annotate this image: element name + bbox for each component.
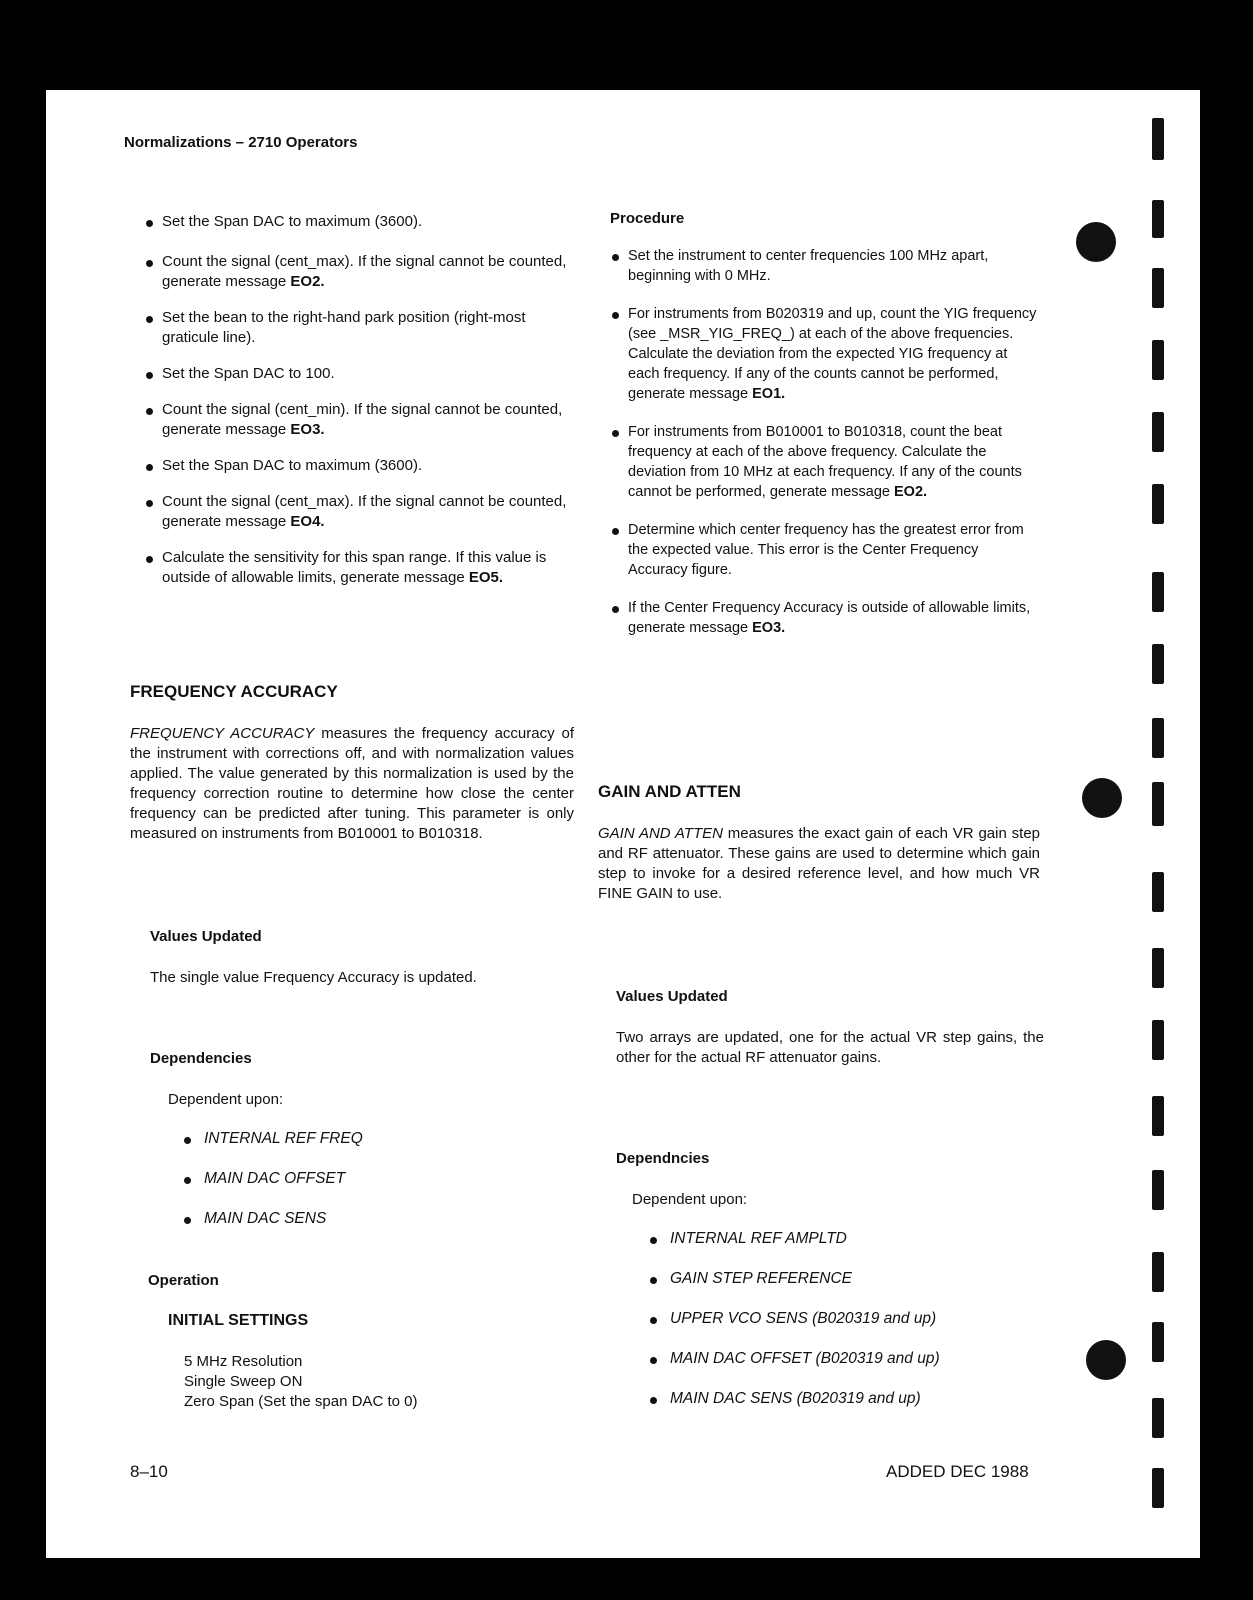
dependency-item: UPPER VCO SENS (B020319 and up) — [650, 1310, 936, 1328]
section-title-frequency-accuracy: FREQUENCY ACCURACY — [130, 682, 338, 701]
dependencies-heading: Dependencies — [150, 1050, 252, 1067]
list-item: For instruments from B010001 to B010318, count the beat frequency at each of the above frequency. Calculate the deviation from 10 MHz at each frequency. If any of the counts cannot be performed, generate message EO2. — [612, 422, 1038, 502]
binder-hole — [1082, 778, 1122, 818]
list-item: If the Center Frequency Accuracy is outside of allowable limits, generate message EO3. — [612, 598, 1038, 638]
running-head: Normalizations – 2710 Operators — [124, 134, 358, 151]
dependency-item: GAIN STEP REFERENCE — [650, 1270, 852, 1288]
dependent-upon-label: Dependent upon: — [168, 1091, 284, 1108]
dependency-item: MAIN DAC SENS — [184, 1210, 326, 1228]
frequency-accuracy-description: FREQUENCY ACCURACY measures the frequency accuracy of the instrument with corrections off, and with normalization values applied. The value generated by this normalization is used by the frequency correction routine to determine how close the center frequency can be predicted after tuning. This parameter is only measured on instruments from B010001 to B010318. — [130, 725, 574, 842]
list-item: For instruments from B020319 and up, count the YIG frequency (see _MSR_YIG_FREQ_) at each of the above frequencies. Calculate the deviation from the expected YIG frequency at each frequency. If any of the counts cannot be performed, generate message EO1. — [612, 304, 1038, 404]
dependencies-heading: Dependncies — [616, 1150, 710, 1167]
initial-settings-heading: INITIAL SETTINGS — [168, 1312, 309, 1329]
initial-setting: 5 MHz Resolution — [184, 1353, 303, 1370]
operation-heading: Operation — [148, 1272, 219, 1289]
section-title-gain-and-atten: GAIN AND ATTEN — [598, 782, 741, 801]
procedure-heading: Procedure — [610, 210, 685, 227]
list-item: Count the signal (cent_max). If the signal cannot be counted, generate message EO4. — [146, 492, 572, 532]
initial-setting: Single Sweep ON — [184, 1373, 303, 1390]
dependency-item: MAIN DAC SENS (B020319 and up) — [650, 1390, 921, 1408]
gain-and-atten-description: GAIN AND ATTEN measures the exact gain of each VR gain step and RF attenuator. These gains are used to determine which gain step to invoke for a desired reference level, and how much VR FINE GAIN to use. — [598, 825, 1041, 902]
list-item: Set the instrument to center frequencies 100 MHz apart, beginning with 0 MHz. — [612, 246, 1038, 286]
list-item: Set the Span DAC to maximum (3600). — [146, 456, 572, 476]
initial-settings-list — [184, 1352, 417, 1412]
revision-note: ADDED DEC 1988 — [886, 1462, 1029, 1481]
dependency-item: INTERNAL REF AMPLTD — [650, 1230, 847, 1248]
initial-setting: Zero Span (Set the span DAC to 0) — [184, 1393, 418, 1410]
values-updated-text: Two arrays are updated, one for the actual VR step gains, the other for the actual RF attenuator gains. — [616, 1029, 1044, 1066]
list-item: Determine which center frequency has the greatest error from the expected value. This error is the Center Frequency Accuracy figure. — [612, 520, 1038, 580]
list-item: Count the signal (cent_max). If the signal cannot be counted, generate message EO2. — [146, 252, 572, 292]
procedure-bullet-list — [612, 246, 1038, 638]
values-updated-text: The single value Frequency Accuracy is updated. — [150, 969, 477, 986]
binder-hole — [1086, 1340, 1126, 1380]
list-item: Set the Span DAC to maximum (3600). — [146, 212, 572, 232]
page-number: 8–10 — [130, 1462, 168, 1481]
dependent-upon-label: Dependent upon: — [632, 1191, 748, 1208]
binder-hole — [1076, 222, 1116, 262]
left-bullet-list — [146, 212, 572, 588]
list-item: Calculate the sensitivity for this span range. If this value is outside of allowable limits, generate message EO5. — [146, 548, 572, 588]
dependency-item: MAIN DAC OFFSET (B020319 and up) — [650, 1350, 940, 1368]
dependency-item: MAIN DAC OFFSET — [184, 1170, 345, 1188]
list-item: Set the bean to the right-hand park position (right-most graticule line). — [146, 308, 572, 348]
values-updated-heading: Values Updated — [616, 988, 728, 1005]
list-item: Set the Span DAC to 100. — [146, 364, 572, 384]
dependency-item: INTERNAL REF FREQ — [184, 1130, 363, 1148]
values-updated-heading: Values Updated — [150, 928, 262, 945]
list-item: Count the signal (cent_min). If the signal cannot be counted, generate message EO3. — [146, 400, 572, 440]
